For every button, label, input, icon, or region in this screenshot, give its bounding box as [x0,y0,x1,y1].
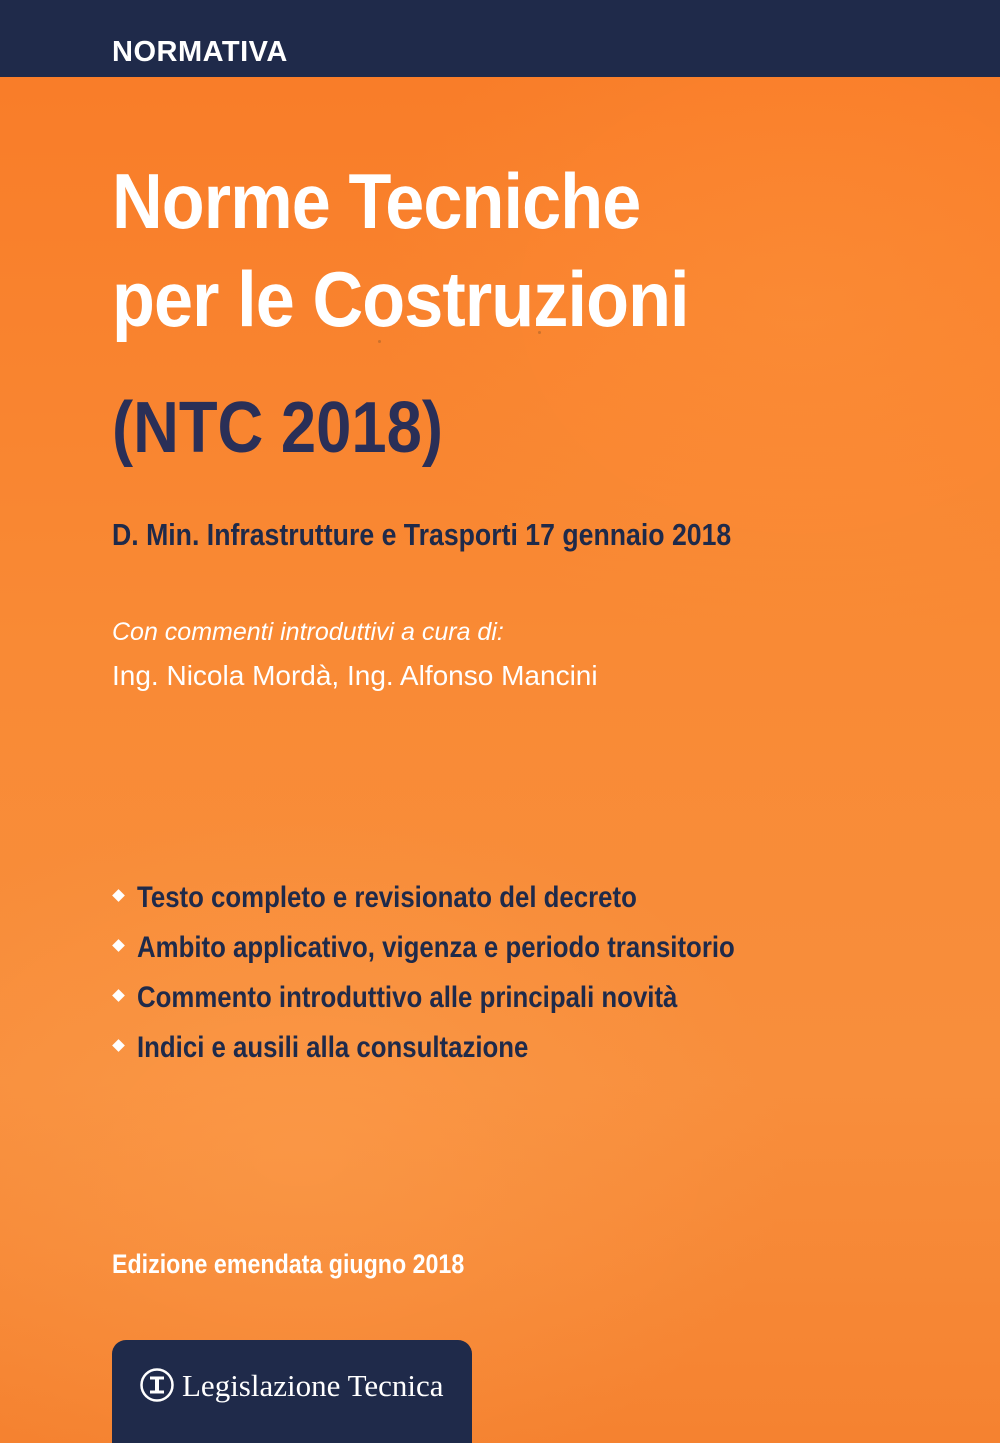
feature-text: Indici e ausili alla consultazione [137,1031,529,1064]
title-line-2: per le Costruzioni [112,255,689,343]
publisher-box [112,1340,472,1443]
book-title [112,152,689,348]
print-speck [538,331,541,334]
series-label: NORMATIVA [112,36,288,68]
publisher-name: Legislazione Tecnica [182,1368,444,1403]
diamond-bullet-icon [112,889,125,902]
diamond-bullet-icon [112,939,125,952]
curators-intro: Con commenti introduttivi a cura di: [112,618,504,646]
feature-text: Testo completo e revisionato del decreto [137,881,637,914]
book-subtitle: (NTC 2018) [112,388,443,468]
print-speck [378,340,381,343]
title-line-1: Norme Tecniche [112,157,641,245]
decree-reference: D. Min. Infrastrutture e Trasporti 17 gennaio 2018 [112,517,732,552]
diamond-bullet-icon [112,1039,125,1052]
edition-note: Edizione emendata giugno 2018 [112,1249,465,1279]
feature-text: Commento introduttivo alle principali novità [137,981,678,1014]
publisher-logo-icon [140,1368,174,1402]
diamond-bullet-icon [112,989,125,1002]
curators-names: Ing. Nicola Mordà, Ing. Alfonso Mancini [112,660,598,691]
feature-text: Ambito applicativo, vigenza e periodo transitorio [137,931,735,964]
